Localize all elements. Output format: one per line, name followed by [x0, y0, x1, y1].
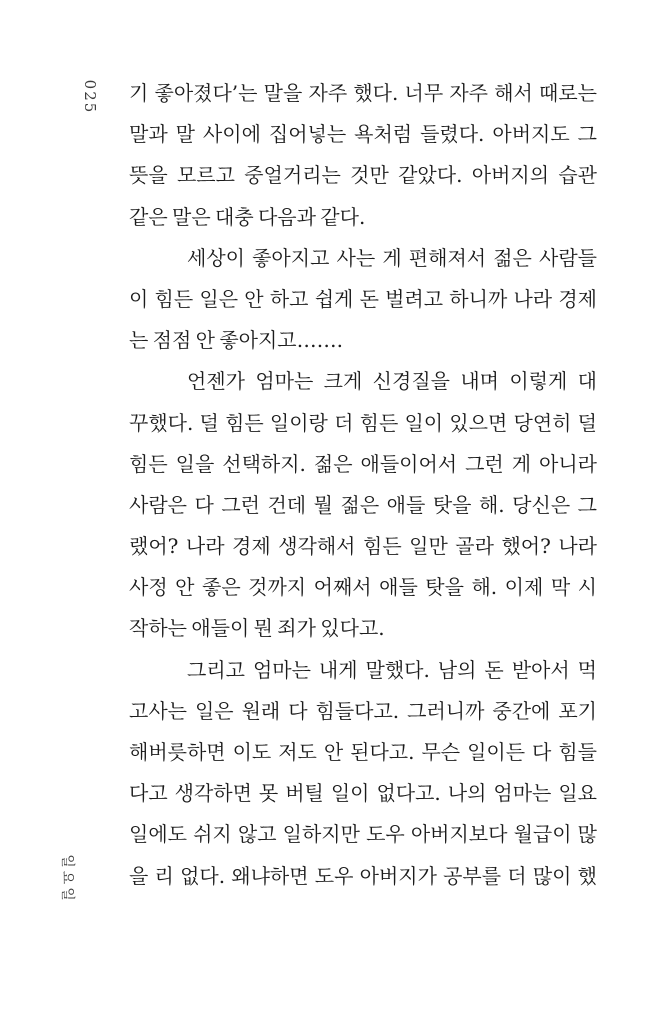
running-title: 일요일: [59, 854, 75, 904]
text-line: 언젠가 엄마는 크게 신경질을 내며 이렇게 대: [187, 369, 597, 394]
text-line: 같은 말은 대충 다음과 같다.: [129, 204, 366, 229]
text-line: 일에도 쉬지 않고 일하지만 도우 아버지보다 월급이 많: [129, 822, 597, 847]
text-line: 다고 생각하면 못 버틸 일이 없다고. 나의 엄마는 일요: [129, 781, 597, 806]
text-line: 기 좋아졌다’는 말을 자주 했다. 너무 자주 해서 때로는: [129, 81, 597, 105]
text-line: 힘든 일을 선택하지. 젊은 애들이어서 그런 게 아니라: [129, 451, 597, 476]
text-line: 는 점점 안 좋아지고…….: [129, 328, 343, 353]
body-text: [129, 73, 597, 897]
text-line: 말과 말 사이에 집어넣는 욕처럼 들렸다. 아버지도 그: [129, 122, 597, 147]
text-line: 그리고 엄마는 내게 말했다. 남의 돈 받아서 먹: [187, 657, 597, 682]
page-number: 025: [81, 79, 99, 115]
text-line: 사정 안 좋은 것까지 어째서 애들 탓을 해. 이제 막 시: [129, 575, 597, 600]
text-line: 작하는 애들이 뭔 죄가 있다고.: [129, 616, 385, 641]
text-line: 꾸했다. 덜 힘든 일이랑 더 힘든 일이 있으면 당연히 덜: [129, 410, 597, 435]
text-line: 을 리 없다. 왜냐하면 도우 아버지가 공부를 더 많이 했: [129, 863, 597, 888]
text-line: 랬어? 나라 경제 생각해서 힘든 일만 골라 했어? 나라: [129, 534, 597, 559]
text-line: 세상이 좋아지고 사는 게 편해져서 젊은 사람들: [187, 245, 597, 270]
text-line: 사람은 다 그런 건데 뭘 젊은 애들 탓을 해. 당신은 그: [129, 492, 597, 517]
text-line: 이 힘든 일은 안 하고 쉽게 돈 벌려고 하니까 나라 경제: [129, 286, 597, 311]
text-line: 뜻을 모르고 중얼거리는 것만 같았다. 아버지의 습관: [129, 163, 597, 188]
text-line: 해버릇하면 이도 저도 안 된다고. 무슨 일이든 다 힘들: [129, 740, 597, 764]
text-line: 고사는 일은 원래 다 힘들다고. 그러니까 중간에 포기: [129, 698, 597, 723]
